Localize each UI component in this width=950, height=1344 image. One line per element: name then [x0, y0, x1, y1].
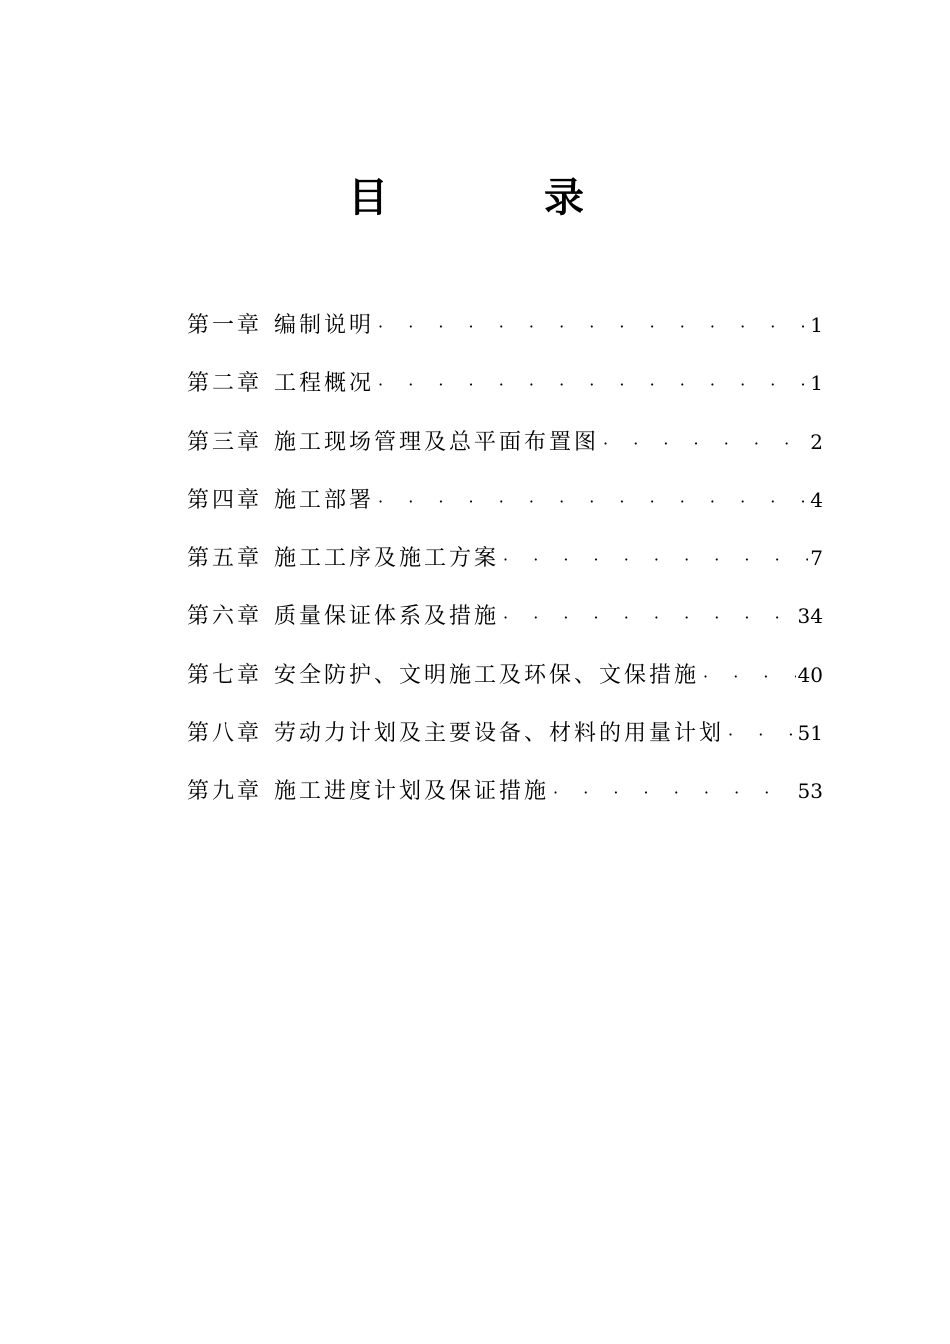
page-title: 目 录 [348, 175, 642, 221]
toc-dot-leader [374, 365, 808, 405]
toc-chapter-title: 编制说明 [274, 313, 375, 338]
toc-chapter-title: 质量保证体系及措施 [274, 604, 500, 630]
toc-page-number: 7 [810, 546, 823, 571]
table-of-contents [187, 305, 823, 830]
toc-entry-1[interactable] [187, 305, 823, 363]
toc-page-number: 34 [797, 604, 823, 629]
toc-chapter-number: 第八章 [187, 721, 263, 747]
toc-dot-leader [724, 715, 796, 755]
toc-chapter-number: 第九章 [187, 779, 263, 805]
toc-dot-leader [374, 307, 808, 347]
toc-chapter-title: 施工现场管理及总平面布置图 [274, 429, 600, 455]
toc-chapter-title: 施工部署 [274, 487, 375, 513]
toc-chapter-number: 第四章 [187, 487, 263, 513]
toc-page-number: 40 [797, 662, 823, 687]
toc-page-number: 51 [797, 721, 823, 746]
toc-page-number: 2 [810, 429, 823, 454]
toc-dot-leader [699, 657, 796, 697]
toc-dot-leader [374, 482, 808, 522]
toc-chapter-number: 第七章 [187, 662, 263, 688]
toc-entry-5[interactable] [187, 538, 823, 596]
toc-chapter-number: 第二章 [187, 371, 263, 397]
toc-entry-8[interactable] [187, 713, 823, 771]
toc-entry-7[interactable] [187, 655, 823, 713]
toc-chapter-number: 第六章 [187, 604, 263, 630]
toc-page-number: 1 [810, 371, 823, 396]
toc-page-number: 53 [797, 779, 823, 804]
toc-entry-4[interactable] [187, 480, 823, 538]
toc-dot-leader [499, 540, 808, 580]
toc-chapter-number: 第三章 [187, 429, 263, 455]
toc-chapter-title: 安全防护、文明施工及环保、文保措施 [274, 662, 700, 688]
toc-dot-leader [499, 598, 796, 638]
toc-chapter-number: 第五章 [187, 546, 263, 572]
toc-page-number: 1 [810, 313, 823, 337]
toc-entry-3[interactable] [187, 422, 823, 480]
toc-entry-6[interactable] [187, 596, 823, 654]
toc-entry-9[interactable] [187, 771, 823, 829]
toc-chapter-title: 工程概况 [274, 371, 375, 397]
toc-chapter-number: 第一章 [187, 313, 263, 338]
toc-dot-leader [599, 424, 808, 464]
toc-chapter-title: 劳动力计划及主要设备、材料的用量计划 [274, 721, 725, 747]
toc-chapter-title: 施工进度计划及保证措施 [274, 779, 550, 805]
toc-entry-2[interactable] [187, 363, 823, 421]
toc-chapter-title: 施工工序及施工方案 [274, 546, 500, 572]
toc-page-number: 4 [810, 487, 823, 512]
toc-dot-leader [549, 773, 796, 813]
